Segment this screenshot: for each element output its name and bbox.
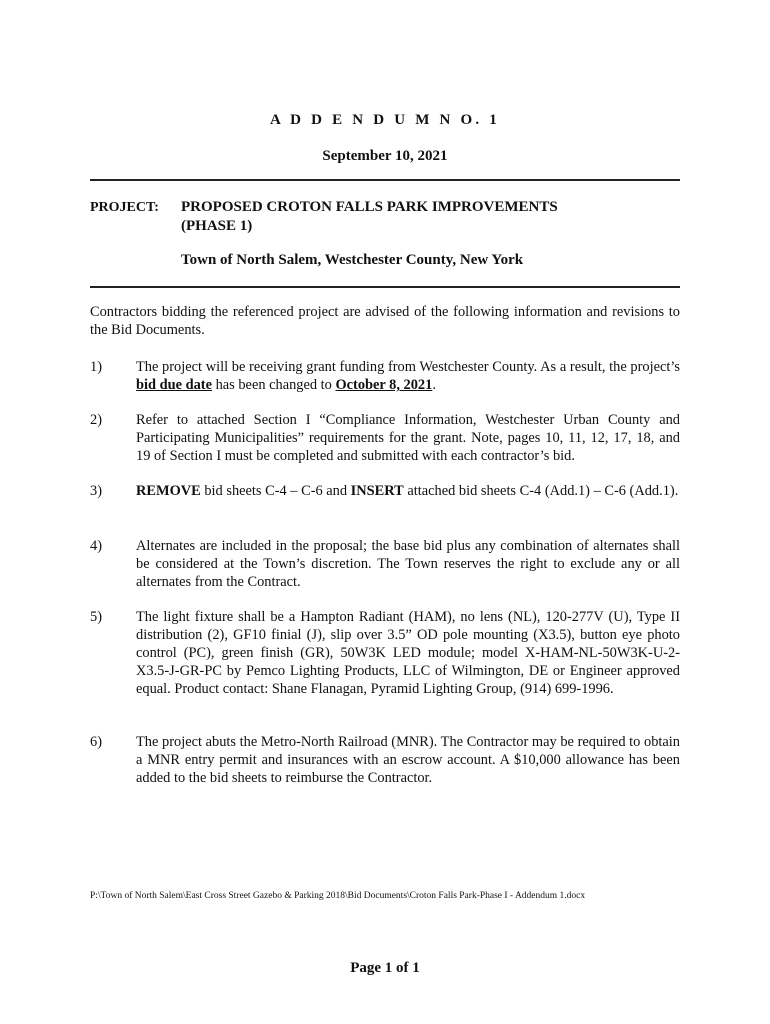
item-number: 2): [90, 412, 102, 428]
item-number: 6): [90, 734, 102, 750]
item-text: REMOVE bid sheets C-4 – C-6 and INSERT attached bid sheets C-4 (Add.1) – C-6 (Add.1).: [136, 483, 679, 499]
document-date: September 10, 2021: [322, 148, 448, 164]
project-name: PROPOSED CROTON FALLS PARK IMPROVEMENTS (PHASE 1): [181, 199, 558, 234]
insert-keyword: INSERT: [350, 483, 404, 499]
bid-due-date-emphasis: bid due date: [136, 377, 212, 393]
item-text: Refer to attached Section I “Compliance Information, Westchester Urban County and Participating Municipalities” requirements for the grant. Note, pages 10, 11, 12, 17, 18, and 19 of Section I must be completed and submitted with each contractor’s bid.: [136, 412, 680, 464]
item-text: The project will be receiving grant funding from Westchester County. As a result, the project’s bid due date has been changed to October 8, 2021.: [136, 359, 680, 393]
document-title: A D D E N D U M N O. 1: [270, 112, 500, 128]
project-location: Town of North Salem, Westchester County, New York: [181, 252, 524, 268]
project-label: PROJECT:: [90, 200, 159, 215]
item-text: The light fixture shall be a Hampton Radiant (HAM), no lens (NL), 120-277V (U), Type II distribution (2), GF10 finial (J), slip over 3.5” OD pole mounting (X3.5), button eye photo control (PC), green finish (GR), 50W3K LED module; model X-HAM-NL-50W3K-U-2-X3.5-J-GR-PC by Pemco Lighting Products, LLC of Wilmington, DE or Engineer approved equal. Product contact: Shane Flanagan, Pyramid Lighting Group, (914) 699-1996.: [136, 609, 680, 697]
top-divider: [90, 179, 680, 181]
item-number: 5): [90, 609, 102, 625]
remove-keyword: REMOVE: [136, 483, 201, 499]
new-date-emphasis: October 8, 2021: [335, 377, 433, 393]
file-path-footer: P:\Town of North Salem\East Cross Street Gazebo & Parking 2018\Bid Documents\Croton Falls Park-Phase I - Addendum 1.docx: [90, 891, 586, 901]
item-text: Alternates are included in the proposal; the base bid plus any combination of alternates shall be considered at the Town’s discretion. The Town reserves the right to exclude any or all alternates from the Contract.: [136, 538, 680, 590]
item-text: The project abuts the Metro-North Railroad (MNR). The Contractor may be required to obtain a MNR entry permit and insurances with an escrow account. A $10,000 allowance has been added to the bid sheets to reimburse the Contractor.: [136, 734, 680, 786]
bottom-divider: [90, 286, 680, 288]
item-number: 1): [90, 359, 102, 375]
item-number: 4): [90, 538, 102, 554]
page-number: Page 1 of 1: [350, 960, 420, 976]
item-number: 3): [90, 483, 102, 499]
intro-paragraph: Contractors bidding the referenced project are advised of the following information and revisions to the Bid Documents.: [90, 304, 680, 338]
